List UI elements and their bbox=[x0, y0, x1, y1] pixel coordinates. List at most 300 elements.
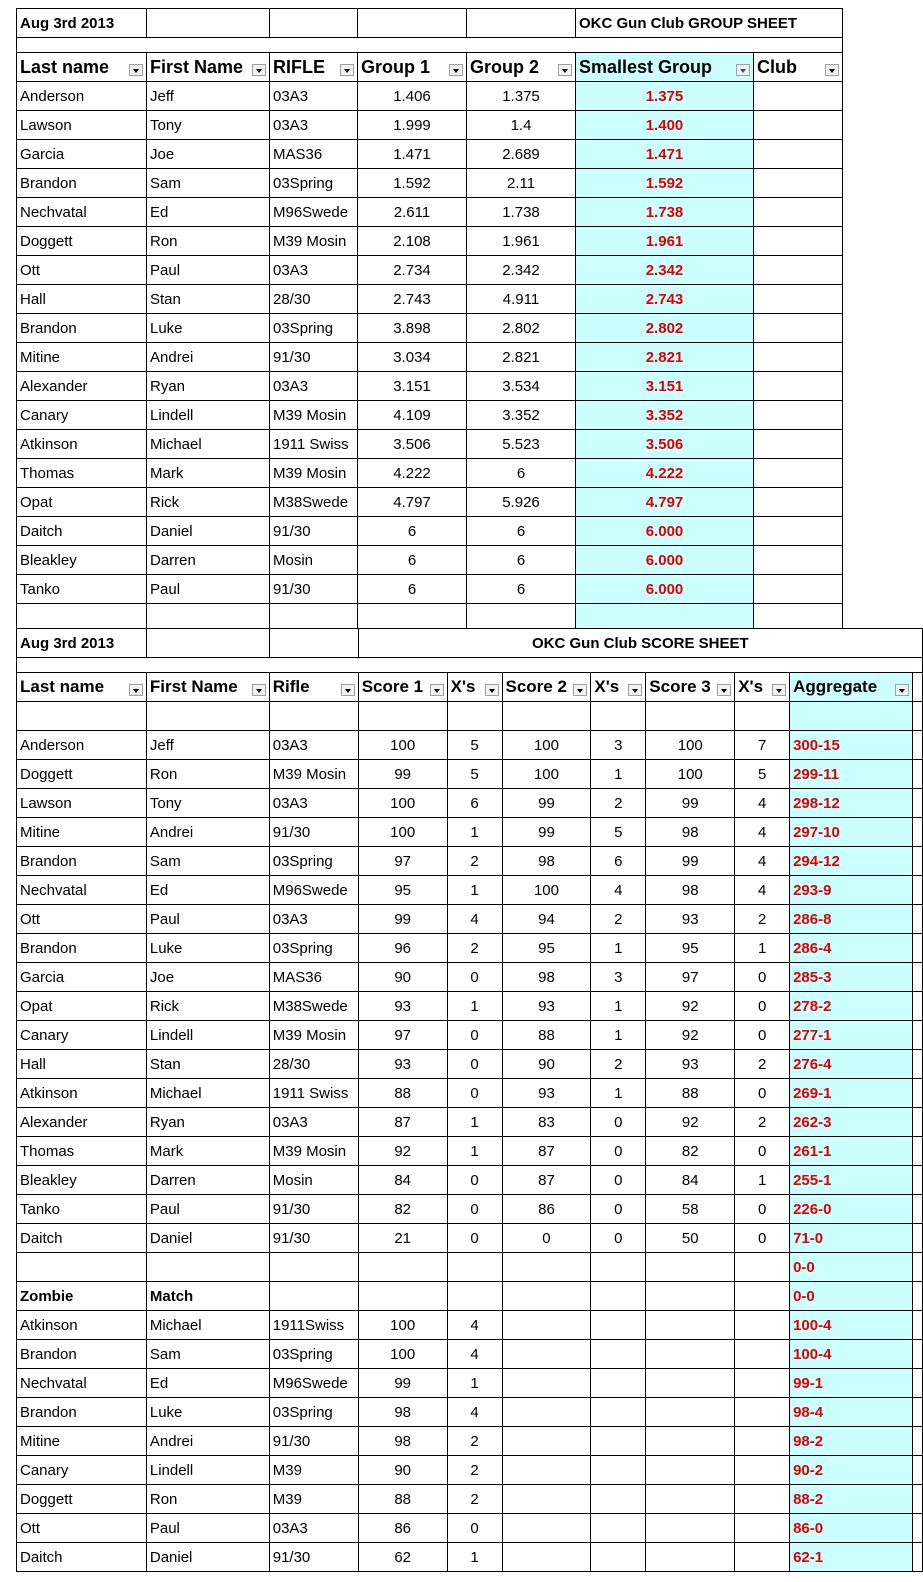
table-cell[interactable]: 0 bbox=[735, 992, 790, 1021]
table-cell[interactable]: Daniel bbox=[146, 1224, 269, 1253]
table-cell[interactable]: 1911 Swiss bbox=[269, 1079, 358, 1108]
table-cell[interactable]: Opat bbox=[17, 488, 147, 517]
table-cell[interactable]: 1.400 bbox=[576, 111, 754, 140]
table-cell[interactable]: 98 bbox=[502, 847, 591, 876]
table-cell[interactable]: 6 bbox=[591, 847, 646, 876]
table-cell[interactable]: 3.898 bbox=[358, 314, 467, 343]
table-cell[interactable] bbox=[912, 789, 922, 818]
table-cell[interactable]: 91/30 bbox=[269, 818, 358, 847]
table-cell[interactable]: 3.352 bbox=[467, 401, 576, 430]
table-cell[interactable]: 269-1 bbox=[790, 1079, 913, 1108]
table-cell[interactable] bbox=[912, 905, 922, 934]
table-cell[interactable]: 2 bbox=[735, 1108, 790, 1137]
table-cell[interactable] bbox=[502, 1427, 591, 1456]
table-cell[interactable]: Mosin bbox=[269, 1166, 358, 1195]
table-cell[interactable]: 300-15 bbox=[790, 731, 913, 760]
table-cell[interactable] bbox=[754, 140, 843, 169]
table-cell[interactable]: 3 bbox=[591, 731, 646, 760]
table-cell[interactable]: 100 bbox=[358, 1340, 447, 1369]
table-cell[interactable]: 03A3 bbox=[269, 731, 358, 760]
table-cell[interactable]: Stan bbox=[147, 285, 270, 314]
table-cell[interactable]: 4 bbox=[447, 1398, 502, 1427]
table-cell[interactable]: 3.506 bbox=[358, 430, 467, 459]
filter-dropdown-icon[interactable] bbox=[772, 684, 786, 696]
table-cell[interactable]: 4 bbox=[447, 1311, 502, 1340]
table-cell[interactable] bbox=[646, 1340, 735, 1369]
table-cell[interactable]: 1.592 bbox=[576, 169, 754, 198]
table-cell[interactable]: 87 bbox=[358, 1108, 447, 1137]
table-cell[interactable]: 94 bbox=[502, 905, 591, 934]
table-cell[interactable] bbox=[754, 285, 843, 314]
table-cell[interactable] bbox=[735, 1398, 790, 1427]
table-cell[interactable]: 97 bbox=[358, 1021, 447, 1050]
filter-dropdown-icon[interactable] bbox=[717, 684, 731, 696]
table-cell[interactable]: 3.151 bbox=[576, 372, 754, 401]
table-cell[interactable]: 286-4 bbox=[790, 934, 913, 963]
filter-dropdown-icon[interactable] bbox=[895, 684, 909, 696]
table-cell[interactable]: Mark bbox=[147, 459, 270, 488]
table-cell[interactable]: 4 bbox=[735, 847, 790, 876]
table-cell[interactable]: 93 bbox=[358, 1050, 447, 1079]
filter-dropdown-icon[interactable] bbox=[129, 64, 143, 76]
table-cell[interactable]: Brandon bbox=[17, 934, 147, 963]
table-cell[interactable]: 2.821 bbox=[576, 343, 754, 372]
table-cell[interactable]: 98-4 bbox=[790, 1398, 913, 1427]
table-cell[interactable]: 2.342 bbox=[576, 256, 754, 285]
table-cell[interactable]: 03A3 bbox=[269, 905, 358, 934]
table-cell[interactable]: 99-1 bbox=[790, 1369, 913, 1398]
table-cell[interactable]: Bleakley bbox=[17, 546, 147, 575]
table-cell[interactable]: 0 bbox=[447, 1224, 502, 1253]
table-cell[interactable]: MAS36 bbox=[269, 963, 358, 992]
table-cell[interactable] bbox=[735, 1311, 790, 1340]
table-cell[interactable]: Lindell bbox=[146, 1021, 269, 1050]
table-cell[interactable]: 2 bbox=[591, 905, 646, 934]
table-cell[interactable]: 6.000 bbox=[576, 546, 754, 575]
table-cell[interactable]: 298-12 bbox=[790, 789, 913, 818]
table-cell[interactable] bbox=[646, 1543, 735, 1572]
table-cell[interactable]: 92 bbox=[358, 1137, 447, 1166]
filter-dropdown-icon[interactable] bbox=[628, 684, 642, 696]
table-cell[interactable]: Andrei bbox=[146, 1427, 269, 1456]
table-cell[interactable]: 0 bbox=[591, 1195, 646, 1224]
table-cell[interactable] bbox=[591, 1398, 646, 1427]
table-cell[interactable]: 5 bbox=[447, 731, 502, 760]
table-cell[interactable] bbox=[912, 1369, 922, 1398]
table-cell[interactable]: Hall bbox=[17, 285, 147, 314]
table-cell[interactable]: 286-8 bbox=[790, 905, 913, 934]
table-cell[interactable]: 2 bbox=[447, 934, 502, 963]
table-cell[interactable]: 92 bbox=[646, 992, 735, 1021]
table-cell[interactable] bbox=[912, 673, 922, 702]
table-cell[interactable]: Doggett bbox=[17, 1485, 147, 1514]
table-cell[interactable]: M39 Mosin bbox=[269, 1137, 358, 1166]
table-cell[interactable]: 2.342 bbox=[467, 256, 576, 285]
table-cell[interactable] bbox=[912, 1485, 922, 1514]
table-cell[interactable]: 3.534 bbox=[467, 372, 576, 401]
table-cell[interactable]: 83 bbox=[502, 1108, 591, 1137]
table-cell[interactable]: Brandon bbox=[17, 1340, 147, 1369]
table-cell[interactable] bbox=[735, 1514, 790, 1543]
table-cell[interactable]: Nechvatal bbox=[17, 1369, 147, 1398]
table-cell[interactable]: 91/30 bbox=[269, 1195, 358, 1224]
filter-dropdown-icon[interactable] bbox=[736, 64, 750, 76]
table-cell[interactable] bbox=[447, 1282, 502, 1311]
table-cell[interactable]: 28/30 bbox=[270, 285, 358, 314]
table-cell[interactable]: 5 bbox=[447, 760, 502, 789]
table-cell[interactable] bbox=[912, 731, 922, 760]
table-cell[interactable]: Ron bbox=[147, 227, 270, 256]
table-cell[interactable] bbox=[269, 1282, 358, 1311]
table-cell[interactable]: 2 bbox=[447, 1485, 502, 1514]
table-cell[interactable] bbox=[735, 1282, 790, 1311]
table-cell[interactable]: 3 bbox=[591, 963, 646, 992]
filter-dropdown-icon[interactable] bbox=[825, 64, 839, 76]
table-cell[interactable]: Mitine bbox=[17, 1427, 147, 1456]
table-cell[interactable]: Sam bbox=[147, 169, 270, 198]
table-cell[interactable] bbox=[754, 111, 843, 140]
table-cell[interactable]: 0 bbox=[591, 1224, 646, 1253]
table-cell[interactable] bbox=[735, 1253, 790, 1282]
table-cell[interactable]: 226-0 bbox=[790, 1195, 913, 1224]
table-cell[interactable]: 99 bbox=[358, 760, 447, 789]
table-cell[interactable] bbox=[754, 459, 843, 488]
table-cell[interactable] bbox=[912, 1195, 922, 1224]
table-cell[interactable]: 4 bbox=[735, 818, 790, 847]
table-cell[interactable] bbox=[502, 1543, 591, 1572]
table-cell[interactable]: 71-0 bbox=[790, 1224, 913, 1253]
table-cell[interactable]: 0 bbox=[447, 1514, 502, 1543]
table-cell[interactable]: 03Spring bbox=[269, 934, 358, 963]
table-cell[interactable]: 4.797 bbox=[576, 488, 754, 517]
table-cell[interactable] bbox=[754, 517, 843, 546]
table-cell[interactable]: Ott bbox=[17, 1514, 147, 1543]
table-cell[interactable] bbox=[912, 1340, 922, 1369]
table-cell[interactable]: 5 bbox=[735, 760, 790, 789]
table-cell[interactable] bbox=[358, 1282, 447, 1311]
table-cell[interactable] bbox=[17, 702, 147, 731]
table-cell[interactable] bbox=[502, 1485, 591, 1514]
table-cell[interactable] bbox=[912, 1456, 922, 1485]
table-cell[interactable]: Canary bbox=[17, 1021, 147, 1050]
table-cell[interactable]: 4 bbox=[447, 905, 502, 934]
table-cell[interactable] bbox=[912, 847, 922, 876]
table-cell[interactable]: 03A3 bbox=[270, 82, 358, 111]
table-cell[interactable]: 100 bbox=[358, 1311, 447, 1340]
table-cell[interactable] bbox=[912, 934, 922, 963]
table-cell[interactable]: Mosin bbox=[270, 546, 358, 575]
table-cell[interactable]: 95 bbox=[646, 934, 735, 963]
table-cell[interactable] bbox=[790, 702, 913, 731]
table-cell[interactable]: 1911Swiss bbox=[269, 1311, 358, 1340]
table-cell[interactable] bbox=[754, 169, 843, 198]
table-cell[interactable]: M39 Mosin bbox=[270, 227, 358, 256]
table-cell[interactable]: 0 bbox=[735, 1224, 790, 1253]
table-cell[interactable] bbox=[754, 488, 843, 517]
table-cell[interactable]: 4 bbox=[735, 789, 790, 818]
table-cell[interactable] bbox=[358, 1253, 447, 1282]
table-cell[interactable]: M39 bbox=[269, 1485, 358, 1514]
table-cell[interactable] bbox=[912, 1079, 922, 1108]
table-cell[interactable]: Anderson bbox=[17, 731, 147, 760]
table-cell[interactable]: 91/30 bbox=[269, 1224, 358, 1253]
table-cell[interactable] bbox=[912, 1514, 922, 1543]
table-cell[interactable]: 1 bbox=[591, 934, 646, 963]
table-cell[interactable]: 91/30 bbox=[270, 517, 358, 546]
table-cell[interactable]: 0 bbox=[447, 1021, 502, 1050]
table-cell[interactable]: 262-3 bbox=[790, 1108, 913, 1137]
table-cell[interactable]: 03A3 bbox=[270, 372, 358, 401]
table-cell[interactable]: 98 bbox=[646, 818, 735, 847]
table-cell[interactable]: 100 bbox=[502, 876, 591, 905]
table-cell[interactable]: Mitine bbox=[17, 818, 147, 847]
table-cell[interactable]: 98 bbox=[358, 1427, 447, 1456]
table-cell[interactable]: Daitch bbox=[17, 1224, 147, 1253]
table-cell[interactable]: MAS36 bbox=[270, 140, 358, 169]
table-cell[interactable] bbox=[646, 1456, 735, 1485]
table-cell[interactable] bbox=[591, 1543, 646, 1572]
table-cell[interactable]: 4.797 bbox=[358, 488, 467, 517]
table-cell[interactable]: 03Spring bbox=[269, 1398, 358, 1427]
table-cell[interactable]: 4 bbox=[591, 876, 646, 905]
table-cell[interactable]: Darren bbox=[147, 546, 270, 575]
table-cell[interactable]: Bleakley bbox=[17, 1166, 147, 1195]
table-cell[interactable]: 2.11 bbox=[467, 169, 576, 198]
table-cell[interactable]: 1.471 bbox=[358, 140, 467, 169]
table-cell[interactable]: Nechvatal bbox=[17, 198, 147, 227]
table-cell[interactable]: 95 bbox=[502, 934, 591, 963]
table-cell[interactable]: 3.034 bbox=[358, 343, 467, 372]
table-cell[interactable] bbox=[754, 575, 843, 604]
table-cell[interactable]: Joe bbox=[146, 963, 269, 992]
table-cell[interactable]: 03A3 bbox=[269, 789, 358, 818]
table-cell[interactable] bbox=[646, 1427, 735, 1456]
table-cell[interactable] bbox=[912, 1166, 922, 1195]
table-cell[interactable]: 1.961 bbox=[467, 227, 576, 256]
table-cell[interactable] bbox=[754, 343, 843, 372]
table-cell[interactable]: 88 bbox=[358, 1079, 447, 1108]
table-cell[interactable]: 6 bbox=[447, 789, 502, 818]
filter-dropdown-icon[interactable] bbox=[430, 684, 444, 696]
table-cell[interactable] bbox=[912, 963, 922, 992]
table-cell[interactable]: 297-10 bbox=[790, 818, 913, 847]
table-cell[interactable] bbox=[502, 1282, 591, 1311]
table-cell[interactable]: 0 bbox=[735, 1195, 790, 1224]
table-cell[interactable] bbox=[502, 1340, 591, 1369]
table-cell[interactable] bbox=[591, 1253, 646, 1282]
filter-dropdown-icon[interactable] bbox=[340, 64, 354, 76]
table-cell[interactable]: M39 Mosin bbox=[270, 401, 358, 430]
table-cell[interactable] bbox=[754, 256, 843, 285]
table-cell[interactable]: 1 bbox=[447, 1369, 502, 1398]
table-cell[interactable]: Paul bbox=[147, 575, 270, 604]
table-cell[interactable]: 6 bbox=[358, 575, 467, 604]
table-cell[interactable]: Tony bbox=[146, 789, 269, 818]
table-cell[interactable]: 03A3 bbox=[270, 111, 358, 140]
table-cell[interactable]: 96 bbox=[358, 934, 447, 963]
table-cell[interactable]: Thomas bbox=[17, 459, 147, 488]
table-cell[interactable]: Andrei bbox=[147, 343, 270, 372]
table-cell[interactable]: 299-11 bbox=[790, 760, 913, 789]
table-cell[interactable]: Jeff bbox=[146, 731, 269, 760]
table-cell[interactable]: 1.375 bbox=[576, 82, 754, 111]
table-cell[interactable]: Paul bbox=[146, 905, 269, 934]
table-cell[interactable]: 1.375 bbox=[467, 82, 576, 111]
table-cell[interactable]: 100 bbox=[502, 760, 591, 789]
table-cell[interactable]: Atkinson bbox=[17, 430, 147, 459]
table-cell[interactable] bbox=[754, 314, 843, 343]
table-cell[interactable]: 2.734 bbox=[358, 256, 467, 285]
table-cell[interactable]: 03A3 bbox=[269, 1514, 358, 1543]
table-cell[interactable]: 3.352 bbox=[576, 401, 754, 430]
table-cell[interactable]: 1 bbox=[447, 1543, 502, 1572]
table-cell[interactable]: Lawson bbox=[17, 789, 147, 818]
table-cell[interactable]: 1 bbox=[447, 876, 502, 905]
table-cell[interactable]: 100 bbox=[358, 731, 447, 760]
table-cell[interactable]: 1 bbox=[447, 1108, 502, 1137]
table-cell[interactable]: 1.471 bbox=[576, 140, 754, 169]
table-cell[interactable]: 91/30 bbox=[270, 343, 358, 372]
table-cell[interactable]: M39 Mosin bbox=[269, 760, 358, 789]
table-cell[interactable]: 276-4 bbox=[790, 1050, 913, 1079]
table-cell[interactable]: Anderson bbox=[17, 82, 147, 111]
table-cell[interactable] bbox=[502, 1311, 591, 1340]
table-cell[interactable] bbox=[269, 702, 358, 731]
table-cell[interactable]: 0 bbox=[735, 1079, 790, 1108]
table-cell[interactable]: 2 bbox=[447, 847, 502, 876]
table-cell[interactable]: Brandon bbox=[17, 169, 147, 198]
table-cell[interactable]: Daitch bbox=[17, 1543, 147, 1572]
table-cell[interactable] bbox=[735, 702, 790, 731]
table-cell[interactable]: 6 bbox=[358, 517, 467, 546]
table-cell[interactable] bbox=[912, 876, 922, 905]
table-cell[interactable]: 6 bbox=[467, 459, 576, 488]
table-cell[interactable] bbox=[591, 1427, 646, 1456]
table-cell[interactable]: Michael bbox=[146, 1311, 269, 1340]
table-cell[interactable]: Michael bbox=[146, 1079, 269, 1108]
table-cell[interactable]: Mitine bbox=[17, 343, 147, 372]
table-cell[interactable] bbox=[646, 1311, 735, 1340]
table-cell[interactable]: 03Spring bbox=[270, 314, 358, 343]
table-cell[interactable]: M39 Mosin bbox=[269, 1021, 358, 1050]
table-cell[interactable]: 0-0 bbox=[790, 1282, 913, 1311]
table-cell[interactable]: Garcia bbox=[17, 963, 147, 992]
table-cell[interactable] bbox=[646, 1398, 735, 1427]
table-cell[interactable]: 93 bbox=[646, 905, 735, 934]
table-cell[interactable]: Luke bbox=[147, 314, 270, 343]
table-cell[interactable]: Ed bbox=[146, 876, 269, 905]
table-cell[interactable]: Lindell bbox=[146, 1456, 269, 1485]
table-cell[interactable] bbox=[912, 1253, 922, 1282]
table-cell[interactable] bbox=[912, 702, 922, 731]
table-cell[interactable]: Tanko bbox=[17, 1195, 147, 1224]
table-cell[interactable]: 2.743 bbox=[576, 285, 754, 314]
table-cell[interactable]: Canary bbox=[17, 401, 147, 430]
cell[interactable] bbox=[270, 9, 358, 38]
table-cell[interactable]: 62-1 bbox=[790, 1543, 913, 1572]
table-cell[interactable]: 4 bbox=[735, 876, 790, 905]
table-cell[interactable] bbox=[502, 1369, 591, 1398]
table-cell[interactable]: 1 bbox=[735, 1166, 790, 1195]
table-cell[interactable]: 294-12 bbox=[790, 847, 913, 876]
table-cell[interactable] bbox=[735, 1340, 790, 1369]
table-cell[interactable] bbox=[646, 1369, 735, 1398]
table-cell[interactable]: 84 bbox=[358, 1166, 447, 1195]
table-cell[interactable] bbox=[912, 1021, 922, 1050]
filter-dropdown-icon[interactable] bbox=[485, 684, 499, 696]
table-cell[interactable]: 255-1 bbox=[790, 1166, 913, 1195]
table-cell[interactable]: 93 bbox=[502, 1079, 591, 1108]
table-cell[interactable] bbox=[646, 702, 735, 731]
table-cell[interactable] bbox=[912, 1108, 922, 1137]
table-cell[interactable] bbox=[646, 1253, 735, 1282]
table-cell[interactable]: M38Swede bbox=[270, 488, 358, 517]
table-cell[interactable] bbox=[269, 1253, 358, 1282]
table-cell[interactable]: Andrei bbox=[146, 818, 269, 847]
table-cell[interactable]: 90 bbox=[358, 963, 447, 992]
table-cell[interactable]: 86 bbox=[358, 1514, 447, 1543]
table-cell[interactable]: 6.000 bbox=[576, 575, 754, 604]
table-cell[interactable] bbox=[912, 992, 922, 1021]
table-cell[interactable]: 99 bbox=[502, 818, 591, 847]
table-cell[interactable]: Tanko bbox=[17, 575, 147, 604]
table-cell[interactable]: 5.523 bbox=[467, 430, 576, 459]
table-cell[interactable] bbox=[912, 1224, 922, 1253]
table-cell[interactable] bbox=[912, 760, 922, 789]
table-cell[interactable] bbox=[735, 1369, 790, 1398]
table-cell[interactable] bbox=[735, 1543, 790, 1572]
table-cell[interactable] bbox=[591, 1485, 646, 1514]
table-cell[interactable]: 2.802 bbox=[467, 314, 576, 343]
table-cell[interactable] bbox=[912, 1282, 922, 1311]
table-cell[interactable]: 2.611 bbox=[358, 198, 467, 227]
table-cell[interactable]: 1.592 bbox=[358, 169, 467, 198]
table-cell[interactable] bbox=[754, 227, 843, 256]
table-cell[interactable]: 1 bbox=[447, 1137, 502, 1166]
table-cell[interactable] bbox=[358, 702, 447, 731]
table-cell[interactable]: Alexander bbox=[17, 372, 147, 401]
table-cell[interactable] bbox=[754, 82, 843, 111]
table-cell[interactable]: 03Spring bbox=[269, 1340, 358, 1369]
table-cell[interactable]: 1.4 bbox=[467, 111, 576, 140]
table-cell[interactable]: Brandon bbox=[17, 314, 147, 343]
table-cell[interactable]: 03Spring bbox=[270, 169, 358, 198]
table-cell[interactable] bbox=[912, 1543, 922, 1572]
cell[interactable] bbox=[358, 9, 467, 38]
table-cell[interactable]: Rick bbox=[147, 488, 270, 517]
table-cell[interactable] bbox=[502, 1514, 591, 1543]
table-cell[interactable]: Mark bbox=[146, 1137, 269, 1166]
table-cell[interactable]: 2.802 bbox=[576, 314, 754, 343]
table-cell[interactable]: 03A3 bbox=[270, 256, 358, 285]
filter-dropdown-icon[interactable] bbox=[252, 684, 266, 696]
table-cell[interactable]: 86-0 bbox=[790, 1514, 913, 1543]
table-cell[interactable]: Hall bbox=[17, 1050, 147, 1079]
table-cell[interactable]: 0 bbox=[447, 1079, 502, 1108]
table-cell[interactable]: Doggett bbox=[17, 760, 147, 789]
table-cell[interactable] bbox=[754, 198, 843, 227]
table-cell[interactable]: Jeff bbox=[147, 82, 270, 111]
filter-dropdown-icon[interactable] bbox=[449, 64, 463, 76]
table-cell[interactable] bbox=[17, 1253, 147, 1282]
table-cell[interactable]: 99 bbox=[358, 1369, 447, 1398]
table-cell[interactable]: 99 bbox=[646, 847, 735, 876]
table-cell[interactable]: 0 bbox=[735, 963, 790, 992]
table-cell[interactable] bbox=[646, 1485, 735, 1514]
table-cell[interactable]: 88 bbox=[502, 1021, 591, 1050]
table-cell[interactable]: 0 bbox=[591, 1166, 646, 1195]
table-cell[interactable] bbox=[146, 1253, 269, 1282]
